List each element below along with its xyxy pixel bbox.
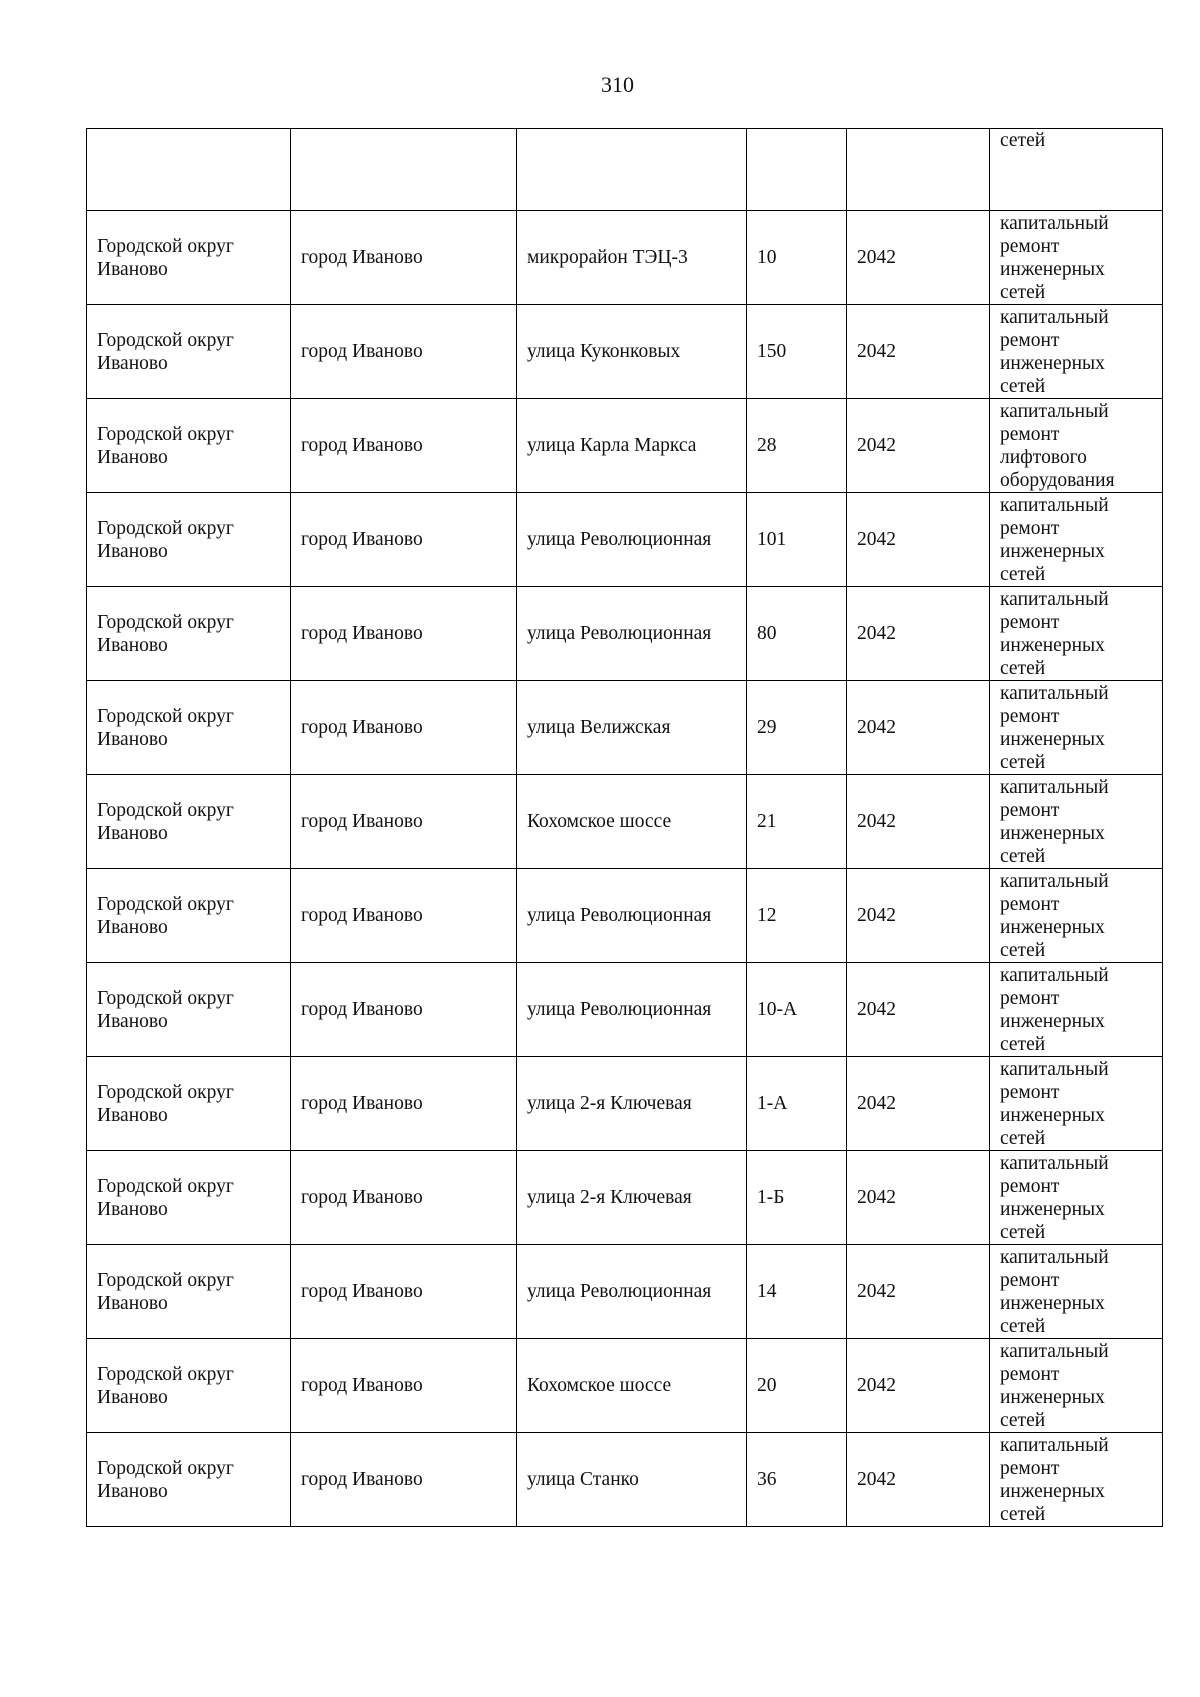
work-type-cell: капитальный ремонт инженерных сетей (990, 211, 1163, 305)
year-cell: 2042 (847, 1151, 990, 1245)
street-cell: Кохомское шоссе (517, 1339, 747, 1433)
house-cell: 80 (747, 587, 847, 681)
street-cell: улица Революционная (517, 963, 747, 1057)
work-type-cell: капитальный ремонт инженерных сетей (990, 1339, 1163, 1433)
municipality-cell: Городской округ Иваново (87, 1339, 291, 1433)
year-cell: 2042 (847, 1245, 990, 1339)
house-cell: 20 (747, 1339, 847, 1433)
house-cell: 12 (747, 869, 847, 963)
street-cell: улица Революционная (517, 493, 747, 587)
year-cell: 2042 (847, 1057, 990, 1151)
work-type-cell: капитальный ремонт лифтового оборудования (990, 399, 1163, 493)
municipality-cell: Городской округ Иваново (87, 211, 291, 305)
house-cell: 21 (747, 775, 847, 869)
house-cell: 10-А (747, 963, 847, 1057)
house-cell: 1-Б (747, 1151, 847, 1245)
settlement-cell (291, 129, 517, 211)
registry-table (86, 128, 1163, 1527)
house-cell: 101 (747, 493, 847, 587)
settlement-cell: город Иваново (291, 963, 517, 1057)
municipality-cell: Городской округ Иваново (87, 1245, 291, 1339)
street-cell: микрорайон ТЭЦ-3 (517, 211, 747, 305)
house-cell (747, 129, 847, 211)
year-cell: 2042 (847, 681, 990, 775)
table-row (87, 1433, 1163, 1527)
page-number: 310 (601, 72, 634, 97)
work-type-cell: капитальный ремонт инженерных сетей (990, 1245, 1163, 1339)
settlement-cell: город Иваново (291, 587, 517, 681)
table-row (87, 587, 1163, 681)
street-cell: Кохомское шоссе (517, 775, 747, 869)
year-cell: 2042 (847, 399, 990, 493)
settlement-cell: город Иваново (291, 1151, 517, 1245)
settlement-cell: город Иваново (291, 1245, 517, 1339)
work-type-cell: капитальный ремонт инженерных сетей (990, 1433, 1163, 1527)
settlement-cell: город Иваново (291, 1433, 517, 1527)
municipality-cell: Городской округ Иваново (87, 963, 291, 1057)
settlement-cell: город Иваново (291, 775, 517, 869)
year-cell: 2042 (847, 211, 990, 305)
continued-row (87, 129, 1163, 211)
settlement-cell: город Иваново (291, 211, 517, 305)
table-row (87, 963, 1163, 1057)
work-type-cell: капитальный ремонт инженерных сетей (990, 493, 1163, 587)
street-cell: улица 2-я Ключевая (517, 1057, 747, 1151)
work-type-cell: капитальный ремонт инженерных сетей (990, 1057, 1163, 1151)
table-row (87, 1057, 1163, 1151)
table-row (87, 399, 1163, 493)
house-cell: 28 (747, 399, 847, 493)
street-cell: улица Революционная (517, 587, 747, 681)
work-type-cell: капитальный ремонт инженерных сетей (990, 869, 1163, 963)
street-cell: улица 2-я Ключевая (517, 1151, 747, 1245)
street-cell: улица Велижская (517, 681, 747, 775)
municipality-cell: Городской округ Иваново (87, 1057, 291, 1151)
work-type-cell: капитальный ремонт инженерных сетей (990, 963, 1163, 1057)
table-row (87, 305, 1163, 399)
house-cell: 29 (747, 681, 847, 775)
municipality-cell: Городской округ Иваново (87, 1433, 291, 1527)
work-type-cell: сетей (990, 129, 1163, 211)
municipality-cell: Городской округ Иваново (87, 1151, 291, 1245)
table-row (87, 775, 1163, 869)
year-cell: 2042 (847, 869, 990, 963)
street-cell: улица Карла Маркса (517, 399, 747, 493)
table-row (87, 211, 1163, 305)
house-cell: 10 (747, 211, 847, 305)
work-type-cell: капитальный ремонт инженерных сетей (990, 1151, 1163, 1245)
settlement-cell: город Иваново (291, 681, 517, 775)
municipality-cell: Городской округ Иваново (87, 587, 291, 681)
table-row (87, 869, 1163, 963)
municipality-cell (87, 129, 291, 211)
year-cell: 2042 (847, 1339, 990, 1433)
year-cell: 2042 (847, 963, 990, 1057)
work-type-cell: капитальный ремонт инженерных сетей (990, 305, 1163, 399)
house-cell: 14 (747, 1245, 847, 1339)
work-type-cell: капитальный ремонт инженерных сетей (990, 681, 1163, 775)
table-row (87, 1151, 1163, 1245)
street-cell: улица Революционная (517, 869, 747, 963)
municipality-cell: Городской округ Иваново (87, 305, 291, 399)
settlement-cell: город Иваново (291, 869, 517, 963)
street-cell: улица Куконковых (517, 305, 747, 399)
year-cell: 2042 (847, 305, 990, 399)
municipality-cell: Городской округ Иваново (87, 681, 291, 775)
street-cell: улица Революционная (517, 1245, 747, 1339)
house-cell: 1-А (747, 1057, 847, 1151)
settlement-cell: город Иваново (291, 399, 517, 493)
house-cell: 36 (747, 1433, 847, 1527)
municipality-cell: Городской округ Иваново (87, 399, 291, 493)
year-cell: 2042 (847, 775, 990, 869)
table-row (87, 681, 1163, 775)
year-cell: 2042 (847, 587, 990, 681)
registry-table-body (87, 129, 1163, 1527)
municipality-cell: Городской округ Иваново (87, 493, 291, 587)
municipality-cell: Городской округ Иваново (87, 869, 291, 963)
street-cell (517, 129, 747, 211)
settlement-cell: город Иваново (291, 305, 517, 399)
work-type-cell: капитальный ремонт инженерных сетей (990, 775, 1163, 869)
table-row (87, 493, 1163, 587)
settlement-cell: город Иваново (291, 1339, 517, 1433)
year-cell (847, 129, 990, 211)
street-cell: улица Станко (517, 1433, 747, 1527)
work-type-cell: капитальный ремонт инженерных сетей (990, 587, 1163, 681)
municipality-cell: Городской округ Иваново (87, 775, 291, 869)
year-cell: 2042 (847, 493, 990, 587)
house-cell: 150 (747, 305, 847, 399)
table-row (87, 1339, 1163, 1433)
year-cell: 2042 (847, 1433, 990, 1527)
table-row (87, 1245, 1163, 1339)
settlement-cell: город Иваново (291, 493, 517, 587)
settlement-cell: город Иваново (291, 1057, 517, 1151)
